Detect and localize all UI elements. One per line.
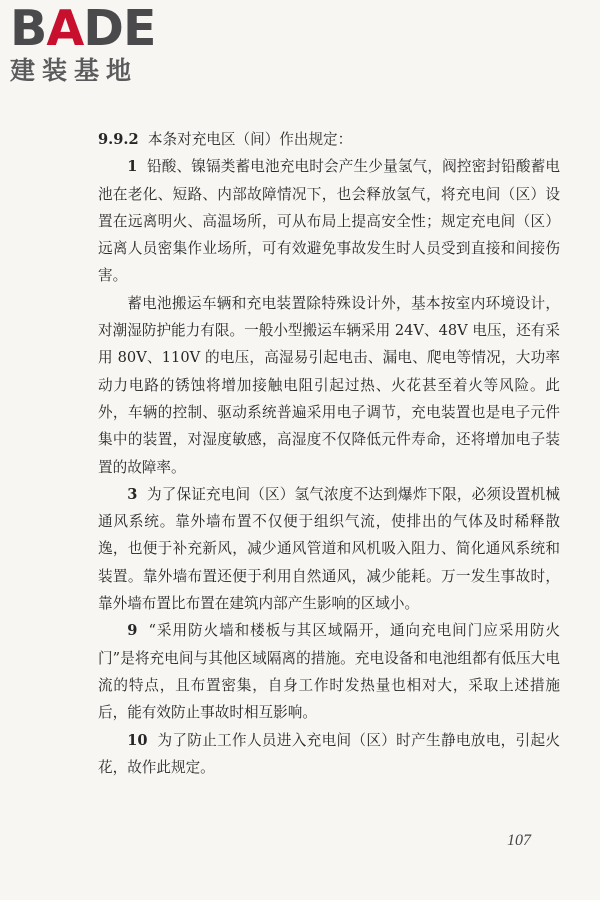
- document-body: [98, 126, 560, 781]
- logo-wordmark: [10, 0, 180, 57]
- section-heading-line: [98, 126, 560, 153]
- paragraph-3: [98, 481, 560, 617]
- paragraph-9: [98, 617, 560, 726]
- paragraph-text: 铅酸、镍镉类蓄电池充电时会产生少量氢气，阀控密封铅酸蓄电池在老化、短路、内部故障情况下，也会释放氢气，将充电间（区）设置在远离明火、高温场所，可从布局上提高安全性；规定充电间（区）远离人员密集作业场所，可有效避免事故发生时人员受到直接和间接伤害。: [98, 158, 560, 285]
- section-number: 9.9.2: [98, 131, 139, 148]
- paragraph-number: 9: [127, 622, 138, 640]
- logo-letter-b: B: [10, 0, 47, 57]
- paragraph-number: 10: [127, 731, 148, 749]
- paragraph-number: 1: [127, 158, 138, 176]
- paragraph-10: [98, 727, 560, 782]
- logo-letter-a: A: [46, 0, 84, 57]
- paragraph-text: 蓄电池搬运车辆和充电装置除特殊设计外，基本按室内环境设计，对潮湿防护能力有限。一般小型搬运车辆采用 24V、48V 电压，还有采用 80V、110V 的电压，高湿易引起电击、漏电、爬电等情况，大功率动力电路的锈蚀将增加接触电阻引起过热、火花甚至着火等风险。此外，车辆的控制、驱动系统普遍采用电子调节，充电装置也是电子元件集中的装置，对湿度敏感，高湿度不仅降低元件寿命，还将增加电子装置的故障率。: [98, 294, 560, 476]
- paragraph-continuation: [98, 290, 560, 481]
- paragraph-number: 3: [127, 485, 138, 503]
- bade-logo: [10, 0, 180, 86]
- paragraph-1: [98, 153, 560, 289]
- page-number: 107: [507, 832, 531, 849]
- paragraph-text: 为了保证充电间（区）氢气浓度不达到爆炸下限，必须设置机械通风系统。靠外墙布置不仅便于组织气流，使排出的气体及时稀释散逸，也便于补充新风，减少通风管道和风机吸入阻力、简化通风系统和装置。靠外墙布置还便于利用自然通风，减少能耗。万一发生事故时，靠外墙布置比布置在建筑内部产生影响的区域小。: [98, 485, 560, 613]
- section-heading: 本条对充电区（间）作出规定：: [147, 131, 353, 148]
- paragraph-text: 为了防止工作人员进入充电间（区）时产生静电放电，引起火花，故作此规定。: [98, 731, 560, 776]
- logo-subtitle: 建装基地: [10, 56, 139, 85]
- logo-letters-de: DE: [83, 0, 156, 57]
- paragraph-text: “采用防火墙和楼板与其区域隔开，通向充电间门应采用防火门”是将充电间与其他区域隔离的措施。充电设备和电池组都有低压大电流的特点，且布置密集，自身工作时发热量也相对大，采取上述措施后，能有效防止事故时相互影响。: [98, 622, 560, 722]
